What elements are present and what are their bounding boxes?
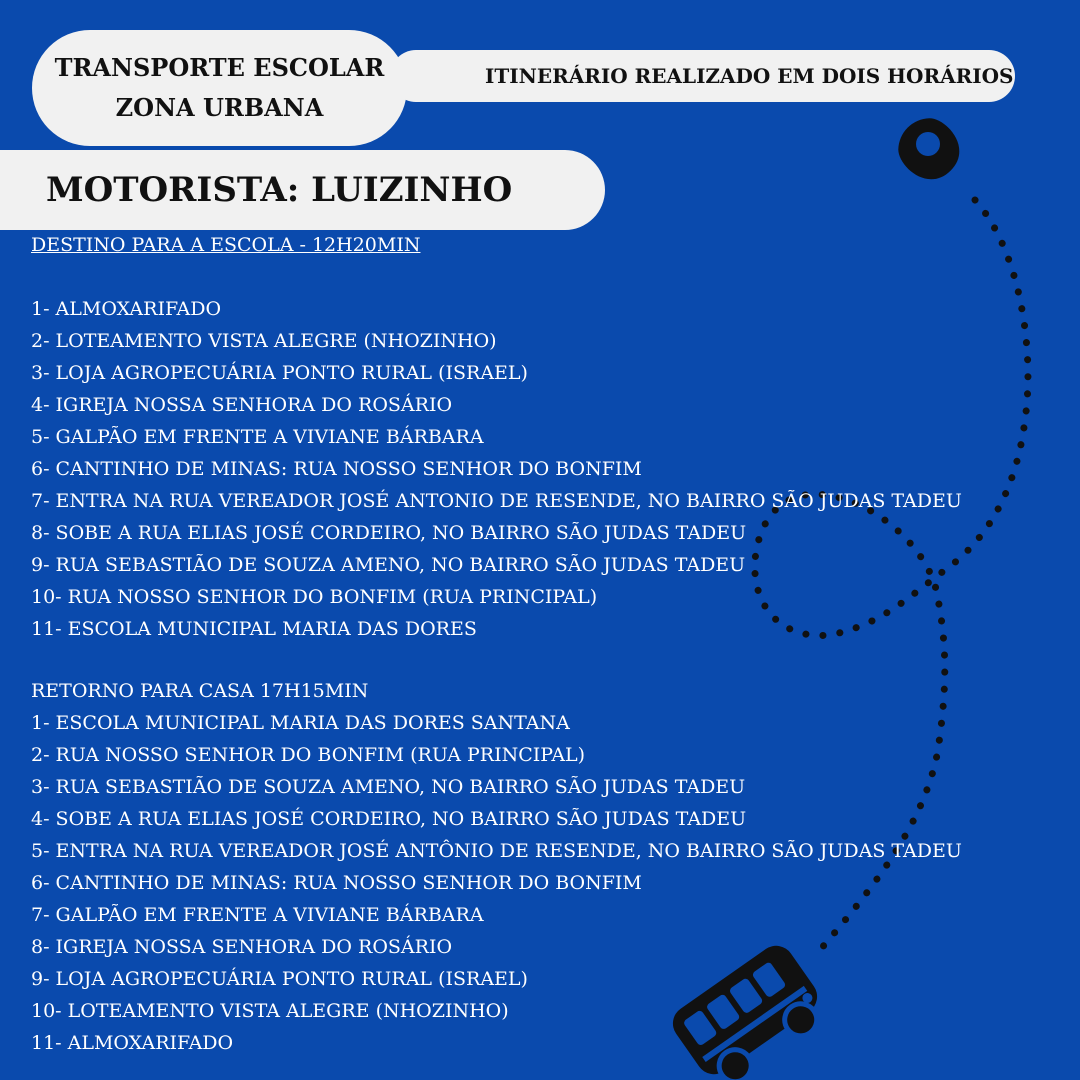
itinerary-banner-text: ITINERÁRIO REALIZADO EM DOIS HORÁRIOS: [485, 64, 1014, 88]
list-item: 11- ALMOXARIFADO: [31, 1032, 234, 1054]
list-item: 3- LOJA AGROPECUÁRIA PONTO RURAL (ISRAEL): [31, 362, 528, 384]
outbound-heading: DESTINO PARA A ESCOLA - 12H20MIN: [31, 234, 421, 256]
inbound-stop-list: [31, 707, 962, 1059]
list-item: 3- RUA SEBASTIÃO DE SOUZA AMENO, NO BAIRRO SÃO JUDAS TADEU: [31, 776, 746, 798]
list-item: 10- RUA NOSSO SENHOR DO BONFIM (RUA PRINCIPAL): [31, 586, 598, 608]
list-item: 1- ESCOLA MUNICIPAL MARIA DAS DORES SANTANA: [31, 712, 570, 734]
title-pill: [32, 30, 407, 146]
outbound-stop-list: [31, 293, 962, 645]
list-item: 9- LOJA AGROPECUÁRIA PONTO RURAL (ISRAEL): [31, 968, 528, 990]
list-item: 7- GALPÃO EM FRENTE A VIVIANE BÁRBARA: [31, 904, 484, 926]
title-line-2: ZONA URBANA: [115, 93, 324, 122]
list-item: 4- IGREJA NOSSA SENHORA DO ROSÁRIO: [31, 394, 453, 416]
inbound-route: [31, 675, 962, 1059]
list-item: 2- RUA NOSSO SENHOR DO BONFIM (RUA PRINCIPAL): [31, 744, 586, 766]
list-item: 8- IGREJA NOSSA SENHORA DO ROSÁRIO: [31, 936, 453, 958]
list-item: 6- CANTINHO DE MINAS: RUA NOSSO SENHOR DO BONFIM: [31, 458, 642, 480]
list-item: 10- LOTEAMENTO VISTA ALEGRE (NHOZINHO): [31, 1000, 509, 1022]
list-item: 11- ESCOLA MUNICIPAL MARIA DAS DORES: [31, 618, 477, 640]
list-item: 5- GALPÃO EM FRENTE A VIVIANE BÁRBARA: [31, 426, 484, 448]
map-pin-icon: [887, 107, 971, 191]
itinerary-banner: [390, 50, 1015, 102]
list-item: 6- CANTINHO DE MINAS: RUA NOSSO SENHOR DO BONFIM: [31, 872, 642, 894]
inbound-heading: RETORNO PARA CASA 17H15MIN: [31, 680, 369, 702]
outbound-route: [31, 229, 962, 645]
list-item: 5- ENTRA NA RUA VEREADOR JOSÉ ANTÔNIO DE RESENDE, NO BAIRRO SÃO JUDAS TADEU: [31, 840, 962, 862]
list-item: 8- SOBE A RUA ELIAS JOSÉ CORDEIRO, NO BAIRRO SÃO JUDAS TADEU: [31, 522, 747, 544]
driver-pill: [0, 150, 605, 230]
list-item: 2- LOTEAMENTO VISTA ALEGRE (NHOZINHO): [31, 330, 497, 352]
list-item: 7- ENTRA NA RUA VEREADOR JOSÉ ANTONIO DE RESENDE, NO BAIRRO SÃO JUDAS TADEU: [31, 490, 962, 512]
driver-name: MOTORISTA: LUIZINHO: [46, 170, 513, 210]
list-item: 1- ALMOXARIFADO: [31, 298, 222, 320]
title-line-1: TRANSPORTE ESCOLAR: [54, 53, 385, 82]
list-item: 4- SOBE A RUA ELIAS JOSÉ CORDEIRO, NO BAIRRO SÃO JUDAS TADEU: [31, 808, 747, 830]
list-item: 9- RUA SEBASTIÃO DE SOUZA AMENO, NO BAIRRO SÃO JUDAS TADEU: [31, 554, 746, 576]
